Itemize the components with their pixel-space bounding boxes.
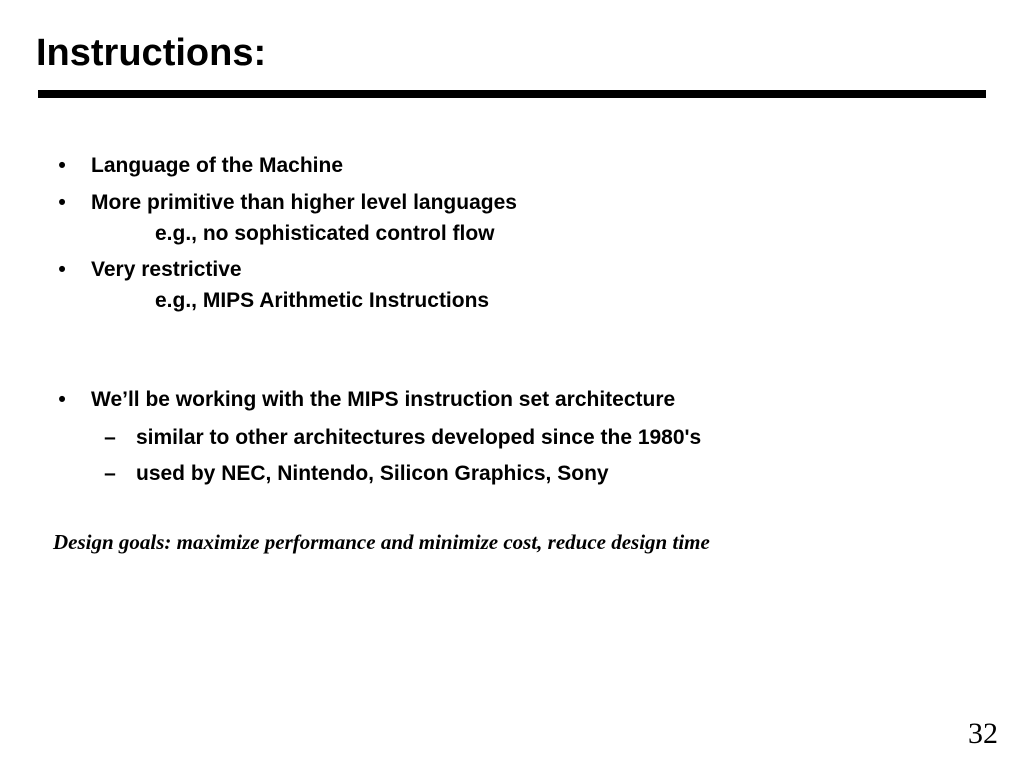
sub-bullet-text: used by NEC, Nintendo, Silicon Graphics, Sony [136,462,609,485]
bullet-marker: • [58,258,66,281]
bullet-marker: • [58,388,66,411]
bullet-example: e.g., no sophisticated control flow [155,222,495,245]
design-goals-note: Design goals: maximize performance and minimize cost, reduce design time [53,530,710,554]
bullet-marker: • [58,191,66,214]
bullet-text: More primitive than higher level languages [91,191,517,214]
title-divider [38,90,986,98]
dash-marker: – [104,426,116,449]
bullet-example: e.g., MIPS Arithmetic Instructions [155,289,490,312]
sub-bullet-text: similar to other architectures developed since the 1980's [136,426,702,449]
bullet-text: We’ll be working with the MIPS instruction set architecture [91,388,676,411]
dash-marker: – [104,462,116,485]
bullet-marker: • [58,154,66,177]
bullet-text: Language of the Machine [91,154,344,177]
slide-title: Instructions: [36,32,267,74]
page-number: 32 [968,717,998,750]
bullet-text: Very restrictive [91,258,242,281]
